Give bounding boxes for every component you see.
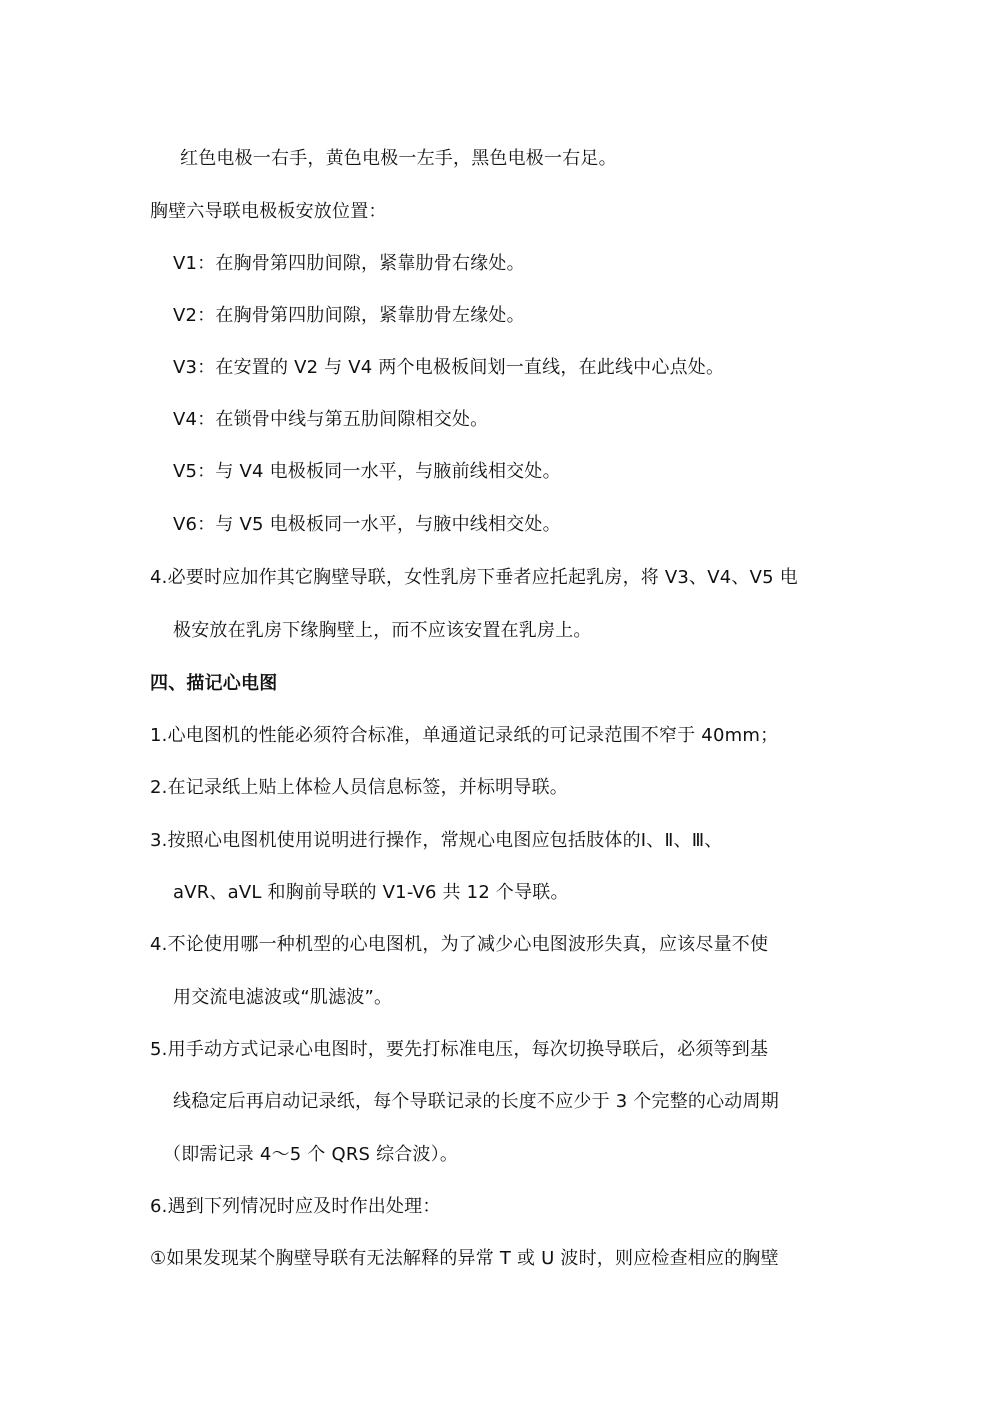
lead-v6-position: V6：与 V5 电极板同一水平，与腋中线相交处。 [173, 514, 561, 535]
item-5-line-1: 5.用手动方式记录心电图时，要先打标准电压，每次切换导联后，必须等到基 [150, 1039, 769, 1060]
lead-v4-position: V4：在锁骨中线与第五肋间隙相交处。 [173, 409, 489, 430]
paragraph-4-line-1: 4.必要时应加作其它胸壁导联，女性乳房下垂者应托起乳房，将 V3、V4、V5 电 [150, 567, 798, 588]
paragraph-4-line-2: 极安放在乳房下缘胸壁上，而不应该安置在乳房上。 [173, 620, 592, 641]
item-5-line-2: 线稳定后再启动记录纸，每个导联记录的长度不应少于 3 个完整的心动周期 [173, 1091, 779, 1112]
item-4-line-2: 用交流电滤波或“肌滤波”。 [173, 987, 393, 1008]
lead-v5-position: V5：与 V4 电极板同一水平，与腋前线相交处。 [173, 461, 561, 482]
lead-v3-position: V3：在安置的 V2 与 V4 两个电极板间划一直线，在此线中心点处。 [173, 357, 725, 378]
limb-electrode-colors: 红色电极一右手，黄色电极一左手，黑色电极一右足。 [180, 148, 617, 169]
item-3-line-1: 3.按照心电图机使用说明进行操作，常规心电图应包括肢体的Ⅰ、Ⅱ、Ⅲ、 [150, 830, 723, 851]
lead-v1-position: V1：在胸骨第四肋间隙，紧靠肋骨右缘处。 [173, 253, 525, 274]
section-heading: 四、描记心电图 [150, 673, 278, 694]
chest-leads-heading: 胸壁六导联电极板安放位置： [150, 201, 387, 222]
item-6-sub-1: ①如果发现某个胸壁导联有无法解释的异常 T 或 U 波时，则应检查相应的胸壁 [150, 1248, 779, 1269]
item-4-line-1: 4.不论使用哪一种机型的心电图机，为了减少心电图波形失真，应该尽量不使 [150, 934, 769, 955]
item-3-line-2: aVR、aVL 和胸前导联的 V1-V6 共 12 个导联。 [173, 882, 569, 903]
item-2: 2.在记录纸上贴上体检人员信息标签，并标明导联。 [150, 777, 568, 798]
lead-v2-position: V2：在胸骨第四肋间隙，紧靠肋骨左缘处。 [173, 305, 525, 326]
item-6: 6.遇到下列情况时应及时作出处理： [150, 1196, 441, 1217]
item-1: 1.心电图机的性能必须符合标准，单通道记录纸的可记录范围不窄于 40mm； [150, 725, 779, 746]
item-5-line-3: （即需记录 4～5 个 QRS 综合波）。 [163, 1144, 459, 1165]
